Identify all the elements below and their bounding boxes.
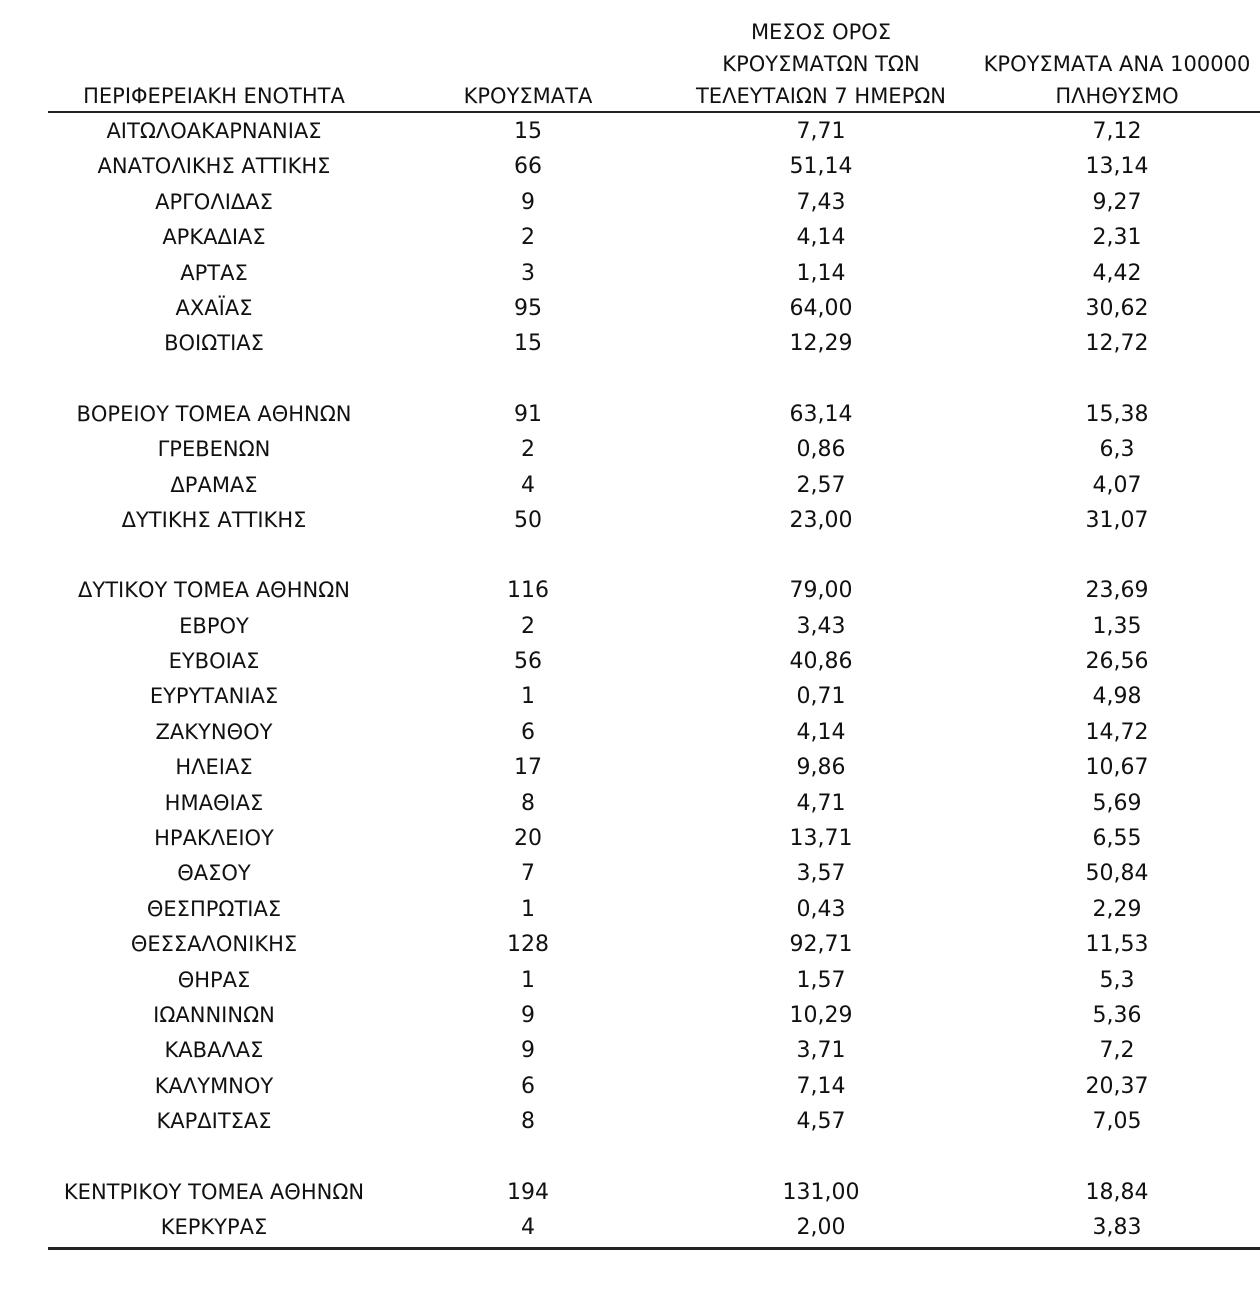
table-row [0,1175,1260,1210]
cases-cell: 66 [514,154,542,180]
per100k-cell: 5,69 [1092,790,1142,816]
region-cell: ΘΕΣΣΑΛΟΝΙΚΗΣ [130,932,298,957]
table-row [0,1033,1260,1068]
table-row [0,220,1260,255]
cases-cell: 1 [521,967,535,993]
cases-cell: 6 [521,1073,535,1099]
region-cell: ΑΡΤΑΣ [180,260,248,285]
region-cell: ΔΥΤΙΚΟΥ ΤΟΜΕΑ ΑΘΗΝΩΝ [78,578,350,603]
avg-cell: 7,14 [796,1073,846,1099]
table-row [0,291,1260,326]
region-cell: ΚΑΡΔΙΤΣΑΣ [156,1109,272,1134]
per100k-cell: 31,07 [1085,507,1149,533]
table-row [0,397,1260,432]
table-row [0,1210,1260,1245]
region-cell: ΕΒΡΟΥ [179,613,249,638]
per100k-cell: 5,36 [1092,1002,1142,1028]
cases-cell: 2 [521,225,535,251]
header-per-line-1: ΚΡΟΥΣΜΑΤΑ ΑΝΑ 100000 [983,52,1251,76]
region-cell: ΒΟΙΩΤΙΑΣ [164,331,264,356]
avg-cell: 23,00 [789,507,853,533]
region-cell: ΕΥΡΥΤΑΝΙΑΣ [149,684,279,709]
per100k-cell: 18,84 [1085,1179,1149,1205]
avg-cell: 12,29 [789,331,853,357]
per100k-cell: 4,07 [1092,472,1142,498]
avg-cell: 3,71 [796,1038,846,1064]
per100k-cell: 13,14 [1085,154,1149,180]
per100k-cell: 14,72 [1085,719,1149,745]
cases-cell: 9 [521,189,535,215]
avg-cell: 4,71 [796,790,846,816]
avg-cell: 0,43 [796,896,846,922]
avg-cell: 2,57 [796,472,846,498]
table-row [0,750,1260,785]
region-cell: ΑΧΑΪΑΣ [175,295,253,320]
region-cell: ΑΝΑΤΟΛΙΚΗΣ ΑΤΤΙΚΗΣ [97,154,331,179]
per100k-cell: 3,83 [1092,1214,1142,1240]
cases-cell: 6 [521,719,535,745]
cases-cell: 128 [507,932,549,958]
header-cases: ΚΡΟΥΣΜΑΤΑ [463,84,593,108]
avg-cell: 3,57 [796,861,846,887]
region-cell: ΔΡΑΜΑΣ [170,472,258,497]
per100k-cell: 7,12 [1092,119,1142,144]
table-row [0,963,1260,998]
cases-cell: 95 [514,295,542,321]
table-row [0,644,1260,679]
per100k-cell: 4,98 [1092,684,1142,710]
per100k-cell: 2,31 [1092,225,1142,251]
cases-cell: 8 [521,1109,535,1135]
table-row [0,998,1260,1033]
region-cell: ΒΟΡΕΙΟΥ ΤΟΜΕΑ ΑΘΗΝΩΝ [76,401,352,426]
avg-cell: 4,57 [796,1109,846,1135]
avg-cell: 4,14 [796,225,846,251]
avg-cell: 64,00 [789,295,853,321]
table-row [0,503,1260,538]
header-per-line-2: ΠΛΗΘΥΣΜΟ [1055,84,1179,108]
cases-cell: 56 [514,649,542,675]
cases-cell: 50 [514,507,542,533]
region-cell: ΖΑΚΥΝΘΟΥ [155,719,273,744]
region-cell: ΔΥΤΙΚΗΣ ΑΤΤΙΚΗΣ [121,507,307,532]
avg-cell: 1,14 [796,260,846,286]
region-cell: ΘΑΣΟΥ [177,861,251,886]
cases-cell: 3 [521,260,535,286]
table-row [0,892,1260,927]
table-row [0,114,1260,149]
region-cell: ΚΑΛΥΜΝΟΥ [154,1073,274,1098]
per100k-cell: 5,3 [1099,967,1135,993]
region-cell: ΚΕΝΤΡΙΚΟΥ ΤΟΜΕΑ ΑΘΗΝΩΝ [63,1179,365,1204]
header-avg-line-1: ΜΕΣΟΣ ΟΡΟΣ [750,20,892,44]
avg-cell: 79,00 [789,578,853,604]
avg-cell: 13,71 [789,826,853,852]
region-cell: ΑΡΚΑΔΙΑΣ [162,225,266,250]
avg-cell: 1,57 [796,967,846,993]
cases-cell: 15 [514,119,542,144]
table-bottom-border [48,1247,1260,1250]
table-row [0,468,1260,503]
per100k-cell: 10,67 [1085,755,1149,781]
cases-cell: 9 [521,1038,535,1064]
cases-cell: 20 [514,826,542,852]
avg-cell: 3,43 [796,613,846,639]
avg-cell: 10,29 [789,1002,853,1028]
table-row [0,1069,1260,1104]
per100k-cell: 1,35 [1092,613,1142,639]
header-avg-line-3: ΤΕΛΕΥΤΑΙΩΝ 7 ΗΜΕΡΩΝ [695,84,946,108]
cases-cell: 1 [521,684,535,710]
cases-cell: 15 [514,331,542,357]
region-cell: ΘΗΡΑΣ [177,967,251,992]
cases-cell: 2 [521,437,535,463]
per100k-cell: 4,42 [1092,260,1142,286]
header-divider [48,111,1260,113]
header-per-100k [972,48,1260,112]
table-row [0,715,1260,750]
region-cell: ΚΕΡΚΥΡΑΣ [160,1214,268,1239]
table-row [0,149,1260,184]
table-row [0,432,1260,467]
per100k-cell: 20,37 [1085,1073,1149,1099]
cases-cell: 2 [521,613,535,639]
avg-cell: 63,14 [789,401,853,427]
cases-cell: 8 [521,790,535,816]
region-cell: ΘΕΣΠΡΩΤΙΑΣ [146,896,282,921]
region-cell: ΚΑΒΑΛΑΣ [164,1038,264,1063]
region-cell: ΗΛΕΙΑΣ [175,755,253,780]
per100k-cell: 2,29 [1092,896,1142,922]
cases-cell: 1 [521,896,535,922]
table-row [0,821,1260,856]
table-body [0,114,1260,1245]
per100k-cell: 6,3 [1099,437,1135,463]
header-avg-7-days [668,16,974,112]
avg-cell: 0,86 [796,437,846,463]
region-cell: ΓΡΕΒΕΝΩΝ [157,437,271,462]
avg-cell: 2,00 [796,1214,846,1240]
cases-cell: 4 [521,1214,535,1240]
table-row [0,927,1260,962]
avg-cell: 131,00 [782,1179,860,1205]
table-row [0,326,1260,361]
table-row [0,786,1260,821]
cases-cell: 91 [514,401,542,427]
table-row [0,256,1260,291]
region-cell: ΗΡΑΚΛΕΙΟΥ [154,826,274,851]
region-cell: ΙΩΑΝΝΙΝΩΝ [153,1002,275,1027]
per100k-cell: 9,27 [1092,189,1142,215]
table-row [0,679,1260,714]
cases-cell: 9 [521,1002,535,1028]
cases-cell: 194 [507,1179,549,1205]
per100k-cell: 11,53 [1085,932,1149,958]
per100k-cell: 6,55 [1092,826,1142,852]
avg-cell: 9,86 [796,755,846,781]
per100k-cell: 7,2 [1099,1038,1135,1064]
per100k-cell: 15,38 [1085,401,1149,427]
avg-cell: 4,14 [796,719,846,745]
table-row [0,573,1260,608]
per100k-cell: 50,84 [1085,861,1149,887]
avg-cell: 7,43 [796,189,846,215]
table-row [0,856,1260,891]
per100k-cell: 23,69 [1085,578,1149,604]
region-cell: ΕΥΒΟΙΑΣ [168,649,260,674]
header-avg-line-2: ΚΡΟΥΣΜΑΤΩΝ ΤΩΝ [722,52,920,76]
cases-cell: 4 [521,472,535,498]
per100k-cell: 7,05 [1092,1109,1142,1135]
avg-cell: 51,14 [789,154,853,180]
avg-cell: 92,71 [789,932,853,958]
avg-cell: 40,86 [789,649,853,675]
header-region: ΠΕΡΙΦΕΡΕΙΑΚΗ ΕΝΟΤΗΤΑ [83,84,345,108]
region-cell: ΑΙΤΩΛΟΑΚΑΡΝΑΝΙΑΣ [106,119,322,143]
region-cell: ΗΜΑΘΙΑΣ [164,790,264,815]
table-row [0,609,1260,644]
per100k-cell: 26,56 [1085,649,1149,675]
cases-cell: 7 [521,861,535,887]
avg-cell: 0,71 [796,684,846,710]
avg-cell: 7,71 [796,119,846,144]
table-row [0,185,1260,220]
region-cell: ΑΡΓΟΛΙΔΑΣ [155,189,273,214]
per100k-cell: 30,62 [1085,295,1149,321]
table-row [0,1104,1260,1139]
cases-cell: 17 [514,755,542,781]
cases-cell: 116 [507,578,549,604]
per100k-cell: 12,72 [1085,331,1149,357]
